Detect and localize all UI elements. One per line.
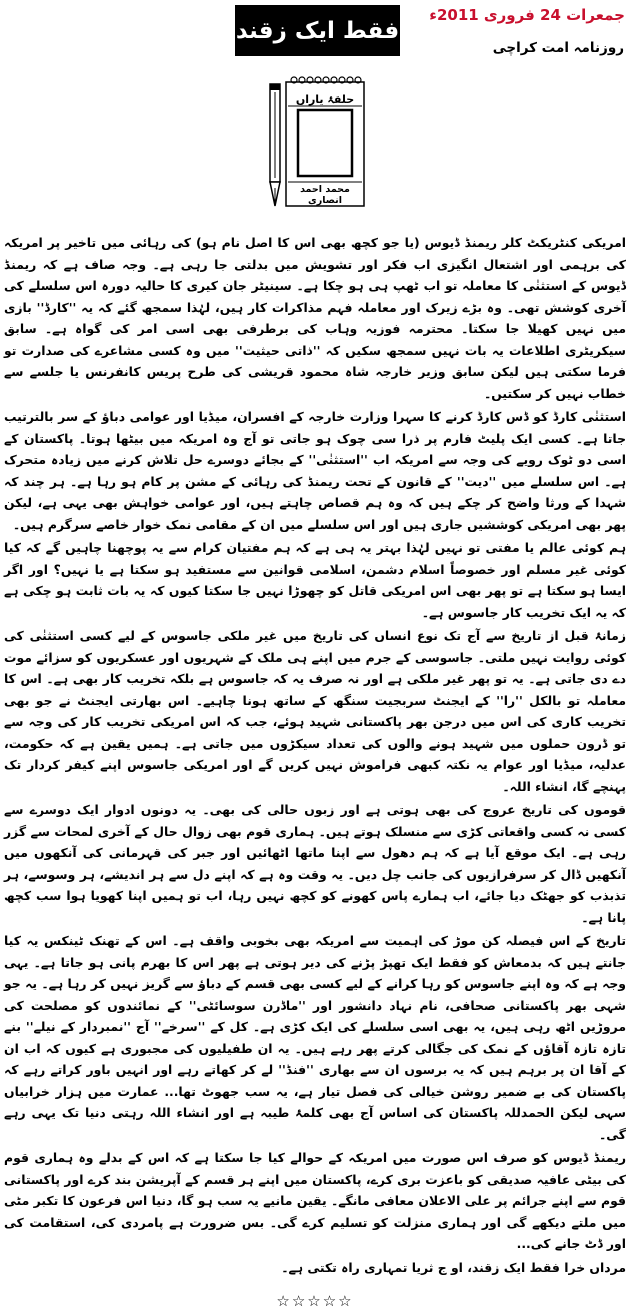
article-paragraph: تاریخ کے اس فیصلہ کن موڑ کی اہمیت سے امریکہ بھی بخوبی واقف ہے۔ اس کے تھنک ٹینکس یہ کیا جانتے ہیں کہ بدمعاش کو فقط ایک تھپڑ پڑنے کی دیر ہوتی ہے پھر اس کا بھرم پانی ہو جاتا ہے۔ یہی وجہ ہے کہ وہ اپنے جاسوس کو رہا کرانے کے لیے کسی بھی قسم کے دباؤ سے گریز نہیں کر رہا ہے۔ یہ جو شہی بھر پاکستانی صحافی، نام نہاد دانشور اور ''ماڈرن سوسائٹی'' کے نمائندوں کو مصلحت کی مروڑیں اٹھ رہی ہیں، یہ بھی اسی سلسلے کی ایک کڑی ہے۔ کل کے ''سرخے'' آج ''نمبردار کے نیلے'' بنے تازہ تازہ آقاؤں کے نمک کی جگالی کرتے پھر رہے ہیں۔ یہ ان طفیلیوں کی مجبوری ہے کیوں کہ اب ان کے آقا ان پر برہم ہیں کہ یہ برسوں ان سے بھاری ''فنڈ'' لے کر کھاتے رہے اور انہیں باور کراتے رہے کہ پاکستان کی بے ضمیر روشن خیالی کی فصل تیار ہے، یہ سب جھوٹ تھا... عمارت میں ہزار خرابیاں سہی لیکن الحمدللہ پاکستان کی اساس آج بھی کلمۂ طیبہ ہے اور انشاء اللہ رہتی دنیا تک یہی رہے گی۔ bbox=[4, 933, 626, 1142]
article-paragraph: قوموں کی تاریخ عروج کی بھی ہوتی ہے اور زبوں حالی کی بھی۔ یہ دونوں ادوار ایک دوسرے سے کسی نہ کسی واقعاتی کڑی سے منسلک ہوتے ہیں۔ ہماری قوم بھی زوال حال کے آخری لمحات سے گزر رہی ہے۔ ایک موقع آیا ہے کہ ہم دھول سے اپنا ماتھا اٹھائیں اور جبر کی قہرمانی کی آنکھوں میں آنکھیں ڈال کر سرفرازیوں کی جانب چل دیں۔ یہ وقت وہ ہے کہ اپنے دل سے ہر اندیشے، ہر وسوسے، ہر تذبذب کو جھٹک دیا جائے، اب ہمارے پاس کھونے کو کچھ نہیں رہا، اب تو ہمیں اپنا کھویا ہوا سب کچھ پانا ہے۔ bbox=[4, 802, 626, 925]
article-paragraph: مرداں خرا فقط ایک زقند، او ج ثریا تمہاری راہ تکتی ہے۔ bbox=[281, 1259, 626, 1275]
article-paragraph: امریکی کنٹریکٹ کلر ریمنڈ ڈیوس (یا جو کچھ بھی اس کا اصل نام ہو) کی رہائی میں تاخیر پر امریکہ کی برہمی اور اشتعال انگیزی اب فکر اور تشویش میں بدلتی جا رہی ہے۔ وجہ صاف ہے کہ ریمنڈ ڈیوس کے استثنٰی کا معاملہ تو اب ٹھپ ہی ہو چکا ہے۔ سینیٹر جان کیری کا حالیہ دورہ اس سلسلے کی آخری کوشش تھی۔ وہ بڑے زیرک اور معاملہ فہم مذاکرات کار ہیں، لہٰذا سمجھ گئے کہ یہ ''کارڈ'' بازی میں نہیں کھیلا جا سکتا۔ محترمہ فوزیہ وہاب کی برطرفی بھی اسی امر کی گواہ ہے۔ سابق سیکریٹری اطلاعات یہ بات نہیں سمجھ سکیں کہ ''ذاتی حیثیت'' میں وہ کسی مشاعرے کی صدارت تو فرما سکتی ہیں لیکن سابق وزیر خارجہ شاہ محمود قریشی کی طرح پریس کانفرنس یا جلسے سے خطاب نہیں کر سکتیں۔ bbox=[4, 235, 626, 401]
article-paragraph: استثنٰی کارڈ کو ڈس کارڈ کرنے کا سہرا وزارت خارجہ کے افسران، میڈیا اور عوامی دباؤ کے سر بالترتیب جاتا ہے۔ کسی ایک پلیٹ فارم پر ذرا سی چوک ہو جاتی تو آج وہ امریکہ میں بیٹھا ہوتا۔ پاکستان کے اسی دو ٹوک رویے کی وجہ سے امریکہ اب ''استثنٰی'' کے بجائے دوسرے حل تلاش کرنے میں زیادہ متحرک ہے۔ اس سلسلے میں ''دیت'' کے قانون کے تحت ریمنڈ کی رہائی کے مشن پر کام ہو رہا ہے۔ ہر چند کہ شہدا کے ورثا واضح کر چکے ہیں کہ وہ ہم قصاص چاہتے ہیں، اور عوامی خواہش بھی یہی ہے، لیکن پھر بھی امریکی کوششیں جاری ہیں اور اس سلسلے میں ان کے مقامی نمک خوار خاصے سرگرم ہیں۔ bbox=[4, 409, 626, 532]
column-logo-title: حلقۂ یاراں bbox=[295, 93, 355, 106]
article-paragraph: ریمنڈ ڈیوس کو صرف اس صورت میں امریکہ کے حوالے کیا جا سکتا ہے کہ اس کے بدلے وہ ہماری قوم کی بیٹی عافیہ صدیقی کو باعزت بری کرے، پاکستان میں اپنے ہر قسم کے آپریشن بند کرے اور پاکستانی قوم سے اپنے جرائم پر علی الاعلان معافی مانگے۔ یقین مانیے یہ سب ہو گا، دنیا اس فرعون کا تکبر مٹی میں ملتے دیکھے گی اور ہماری منزلت کو تسلیم کرے گی۔ بس ضرورت ہے پامردی کی، استقامت کی اور ڈٹ جانے کی... bbox=[4, 1150, 626, 1251]
article-body bbox=[4, 232, 626, 1280]
closing-stars: ☆☆☆☆☆ bbox=[276, 1292, 354, 1310]
newspaper-source: روزنامہ امت کراچی bbox=[492, 40, 624, 56]
column-author: محمد احمد انصاری bbox=[300, 184, 350, 206]
column-title: فقط ایک زقند bbox=[235, 5, 400, 56]
column-logo bbox=[264, 74, 368, 210]
publication-date: جمعرات 24 فروری 2011ء bbox=[429, 6, 625, 24]
article-paragraph: زمانۂ قبل از تاریخ سے آج تک نوع انساں کی تاریخ میں غیر ملکی جاسوس کے لیے کسی استثنٰی کی کوئی روایت نہیں ملتی۔ جاسوسی کے جرم میں اپنے ہی ملک کے شہریوں اور عسکریوں کو سزائے موت دے دی جاتی ہے۔ یہ تو پھر غیر ملکی ہے اور نہ صرف یہ کہ جاسوس ہے بلکہ تخریب کار بھی ہے۔ اس کا معاملہ تو بالکل ''را'' کے ایجنٹ سربجیت سنگھ کے ساتھ ہونا چاہیے۔ اس بھارتی ایجنٹ نے جو بھی تخریب کاری کی اس میں درجن بھر پاکستانی شہید ہوئے، جب کہ اس امریکی تخریب کار کی وجہ سے تو ڈرون حملوں میں شہید ہونے والوں کی تعداد سیکڑوں میں جاتی ہے۔ ہمیں یقین ہے کہ حکومت، عدلیہ، میڈیا اور عوام یہ نکتہ کبھی فراموش نہیں کریں گے اور امریکی جاسوس اپنے کیفر کردار تک پہنچے گا، انشاء اللہ۔ bbox=[4, 628, 626, 794]
article-paragraph: ہم کوئی عالم یا مفتی تو نہیں لہٰذا بہتر یہ ہی ہے کہ ہم مفتیان کرام سے یہ پوچھنا چاہیں گے کہ کیا کوئی غیر مسلم اور خصوصاً اسلام دشمن، اسلامی قوانین سے مستفید ہو سکتا ہے یا نہیں؟ اور اگر ایسا ہو سکتا ہے تو پھر بھی اس امریکی قاتل کو چھوڑا نہیں جا سکتا کیوں کہ یہ بات ثابت ہو چکی ہے کہ یہ ایک تخریب کار جاسوس ہے۔ bbox=[4, 540, 626, 620]
